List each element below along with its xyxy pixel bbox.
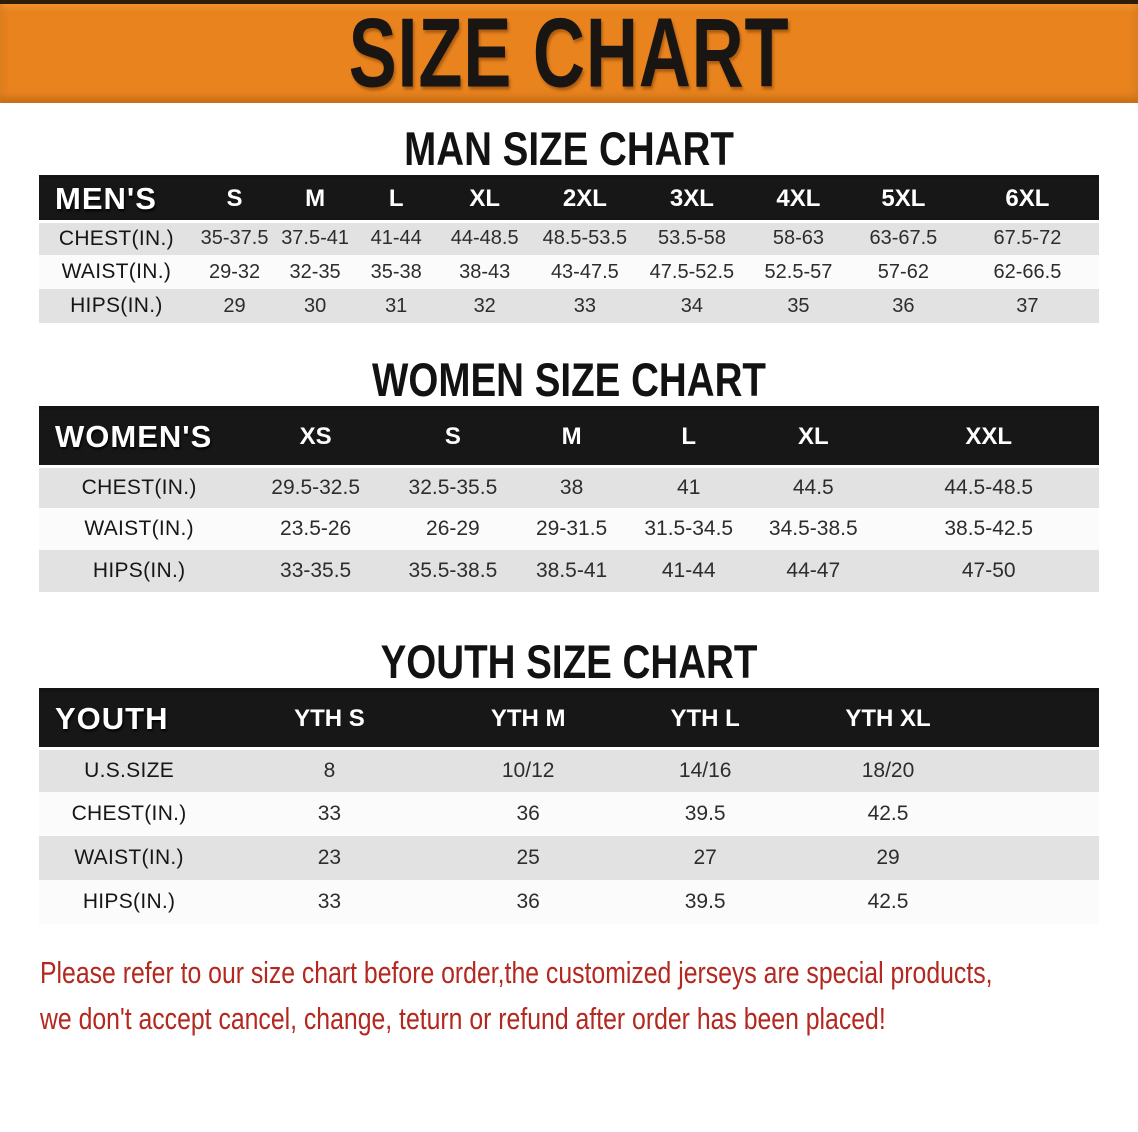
cell: 32: [438, 289, 532, 323]
cell: 67.5-72: [956, 221, 1099, 255]
cell: 39.5: [617, 792, 794, 836]
cell: 34: [638, 289, 746, 323]
youth-ussize-row: [39, 748, 1099, 792]
cell: 36: [440, 792, 617, 836]
youth-table-label: YOUTH: [39, 690, 219, 748]
youth-chest-row: [39, 792, 1099, 836]
women-col-s: S: [392, 408, 514, 466]
men-col-2xl: 2XL: [532, 177, 638, 221]
empty-cell: [982, 748, 1099, 792]
cell: 44.5-48.5: [878, 466, 1099, 508]
women-col-xxl: XXL: [878, 408, 1099, 466]
men-size-table: [39, 175, 1099, 323]
men-table-label: MEN'S: [39, 177, 194, 221]
cell: 33: [219, 880, 439, 924]
cell: 38.5-42.5: [878, 508, 1099, 550]
empty-cell: [982, 880, 1099, 924]
notice-line-2: we don't accept cancel, change, teturn or refund after order has been placed!: [40, 1001, 886, 1036]
page-title: SIZE CHART: [348, 0, 790, 103]
youth-waist-row: [39, 836, 1099, 880]
men-header-row: [39, 177, 1099, 221]
cell: 27: [617, 836, 794, 880]
women-waist-row: [39, 508, 1099, 550]
row-label: CHEST(IN.): [39, 221, 194, 255]
women-col-l: L: [629, 408, 748, 466]
cell: 53.5-58: [638, 221, 746, 255]
cell: 35-38: [355, 255, 438, 289]
cell: 29-31.5: [514, 508, 630, 550]
cell: 33: [532, 289, 638, 323]
cell: 26-29: [392, 508, 514, 550]
cell: 14/16: [617, 748, 794, 792]
cell: 35.5-38.5: [392, 550, 514, 592]
row-label: HIPS(IN.): [39, 880, 219, 924]
youth-col-m: YTH M: [440, 690, 617, 748]
cell: 25: [440, 836, 617, 880]
cell: 58-63: [746, 221, 851, 255]
cell: 29.5-32.5: [239, 466, 392, 508]
row-label: CHEST(IN.): [39, 792, 219, 836]
cell: 33-35.5: [239, 550, 392, 592]
cell: 23: [219, 836, 439, 880]
women-table-label: WOMEN'S: [39, 408, 239, 466]
women-col-xs: XS: [239, 408, 392, 466]
cell: 47-50: [878, 550, 1099, 592]
cell: 41-44: [629, 550, 748, 592]
youth-col-l: YTH L: [617, 690, 794, 748]
women-hips-row: [39, 550, 1099, 592]
women-col-m: M: [514, 408, 630, 466]
cell: 35-37.5: [194, 221, 276, 255]
cell: 37.5-41: [275, 221, 355, 255]
cell: 43-47.5: [532, 255, 638, 289]
cell: 29: [194, 289, 276, 323]
cell: 42.5: [794, 880, 983, 924]
cell: 38.5-41: [514, 550, 630, 592]
cell: 10/12: [440, 748, 617, 792]
women-chest-row: [39, 466, 1099, 508]
cell: 63-67.5: [851, 221, 956, 255]
youth-hips-row: [39, 880, 1099, 924]
empty-cell: [982, 836, 1099, 880]
men-col-5xl: 5XL: [851, 177, 956, 221]
cell: 8: [219, 748, 439, 792]
women-size-table: [39, 406, 1099, 592]
banner: [0, 0, 1138, 103]
cell: 62-66.5: [956, 255, 1099, 289]
youth-size-table: [39, 688, 1099, 924]
cell: 57-62: [851, 255, 956, 289]
men-col-6xl: 6XL: [956, 177, 1099, 221]
cell: 30: [275, 289, 355, 323]
cell: 34.5-38.5: [748, 508, 878, 550]
women-header-row: [39, 408, 1099, 466]
cell: 39.5: [617, 880, 794, 924]
cell: 23.5-26: [239, 508, 392, 550]
men-col-4xl: 4XL: [746, 177, 851, 221]
cell: 36: [851, 289, 956, 323]
footer-notice: [40, 950, 1138, 1042]
cell: 29: [794, 836, 983, 880]
men-waist-row: [39, 255, 1099, 289]
cell: 44-47: [748, 550, 878, 592]
row-label: HIPS(IN.): [39, 550, 239, 592]
cell: 52.5-57: [746, 255, 851, 289]
cell: 44-48.5: [438, 221, 532, 255]
women-section-heading: WOMEN SIZE CHART: [372, 353, 766, 406]
cell: 37: [956, 289, 1099, 323]
youth-section-heading: YOUTH SIZE CHART: [380, 635, 758, 688]
youth-header-row: [39, 690, 1099, 748]
men-col-l: L: [355, 177, 438, 221]
row-label: WAIST(IN.): [39, 255, 194, 289]
row-label: HIPS(IN.): [39, 289, 194, 323]
row-label: WAIST(IN.): [39, 836, 219, 880]
cell: 38-43: [438, 255, 532, 289]
cell: 32.5-35.5: [392, 466, 514, 508]
cell: 32-35: [275, 255, 355, 289]
cell: 33: [219, 792, 439, 836]
row-label: WAIST(IN.): [39, 508, 239, 550]
empty-cell: [982, 792, 1099, 836]
men-col-m: M: [275, 177, 355, 221]
men-section-heading: MAN SIZE CHART: [404, 122, 734, 175]
men-hips-row: [39, 289, 1099, 323]
youth-col-empty: [982, 690, 1099, 748]
cell: 35: [746, 289, 851, 323]
cell: 38: [514, 466, 630, 508]
men-col-s: S: [194, 177, 276, 221]
cell: 41-44: [355, 221, 438, 255]
cell: 18/20: [794, 748, 983, 792]
men-col-xl: XL: [438, 177, 532, 221]
women-col-xl: XL: [748, 408, 878, 466]
cell: 31: [355, 289, 438, 323]
cell: 36: [440, 880, 617, 924]
men-col-3xl: 3XL: [638, 177, 746, 221]
cell: 44.5: [748, 466, 878, 508]
cell: 31.5-34.5: [629, 508, 748, 550]
cell: 42.5: [794, 792, 983, 836]
men-chest-row: [39, 221, 1099, 255]
cell: 48.5-53.5: [532, 221, 638, 255]
cell: 29-32: [194, 255, 276, 289]
youth-col-s: YTH S: [219, 690, 439, 748]
cell: 41: [629, 466, 748, 508]
cell: 47.5-52.5: [638, 255, 746, 289]
row-label: U.S.SIZE: [39, 748, 219, 792]
row-label: CHEST(IN.): [39, 466, 239, 508]
notice-line-1: Please refer to our size chart before order,the customized jerseys are special products,: [40, 955, 993, 990]
youth-col-xl: YTH XL: [794, 690, 983, 748]
